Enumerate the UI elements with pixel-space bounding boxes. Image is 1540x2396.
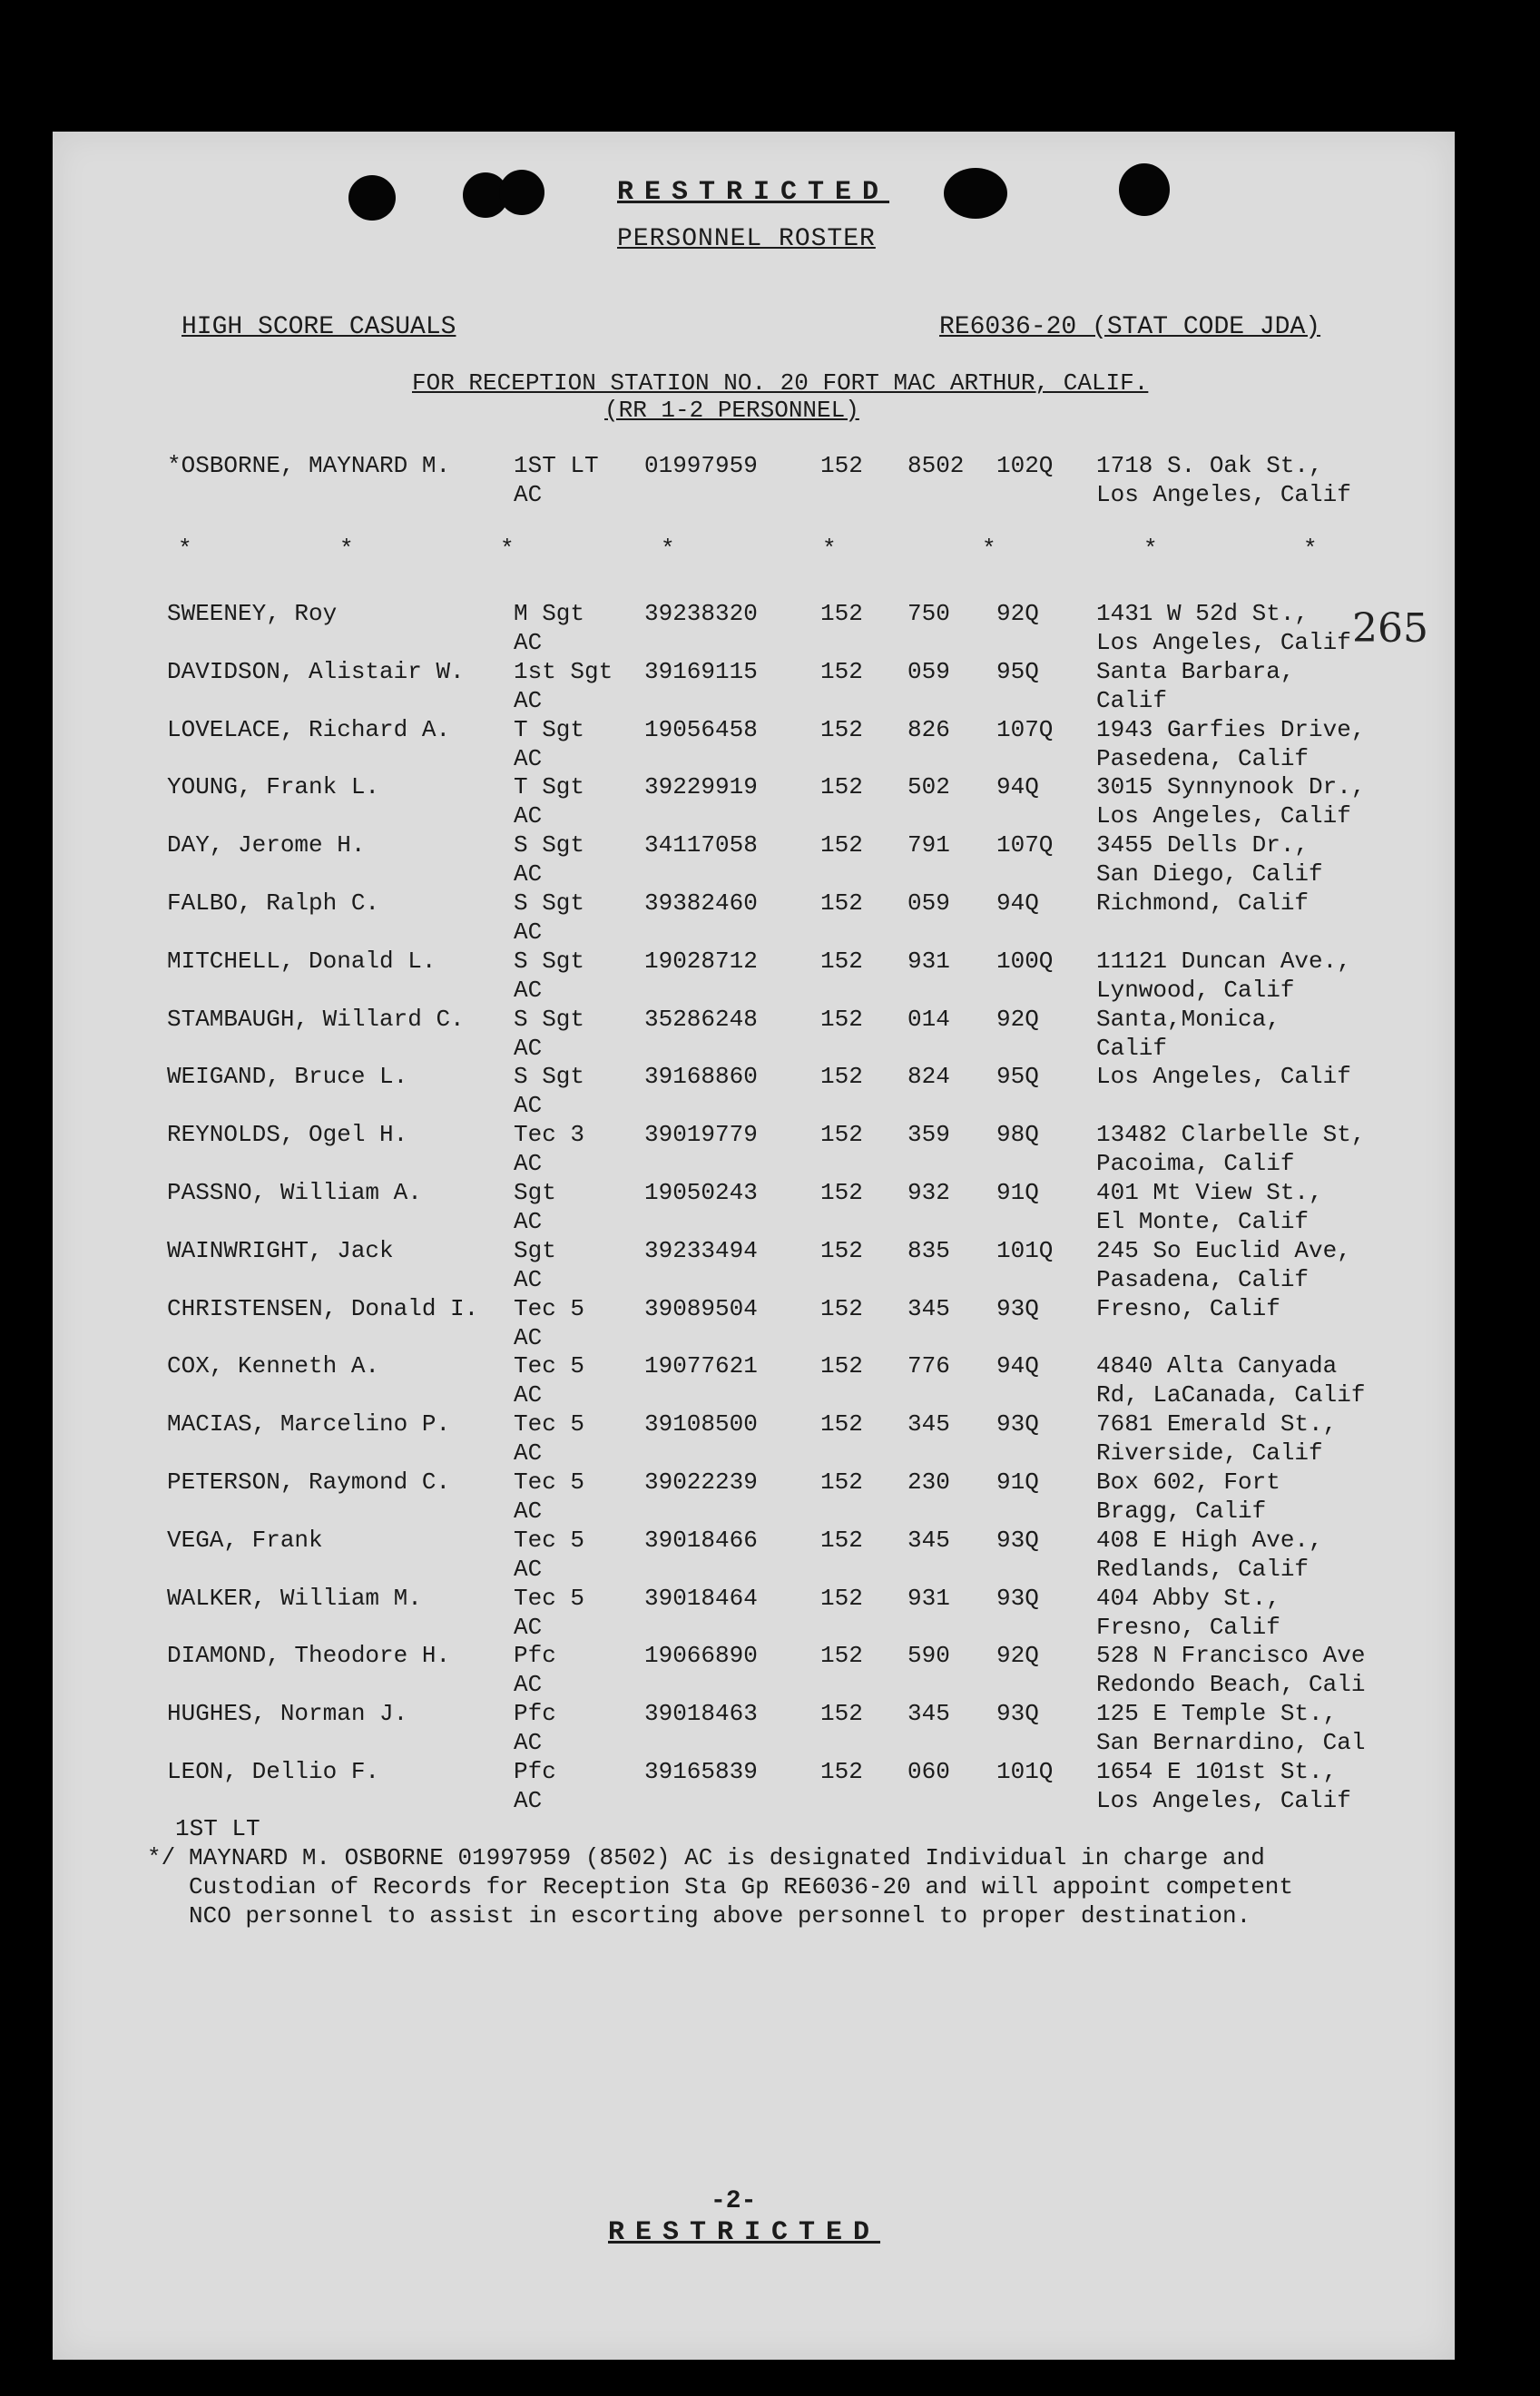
- address-line-1: 125 E Temple St.,: [1096, 1700, 1338, 1728]
- name: COX, Kenneth A.: [167, 1352, 380, 1380]
- rank: S Sgt: [514, 1063, 585, 1091]
- code-1: 152: [820, 657, 863, 685]
- separator-asterisk: *: [1303, 535, 1318, 563]
- address-line-2: San Bernardino, Cal: [1096, 1729, 1366, 1757]
- code-1: 152: [820, 889, 863, 917]
- name: HUGHES, Norman J.: [167, 1700, 408, 1728]
- rank: Tec 3: [514, 1121, 585, 1149]
- table-row: [53, 772, 1455, 830]
- code-3: 100Q: [996, 947, 1054, 975]
- address-line-1: Los Angeles, Calif: [1096, 1063, 1351, 1091]
- code-2: 824: [907, 1063, 950, 1091]
- branch: AC: [514, 802, 543, 830]
- rank: 1st Sgt: [514, 657, 613, 685]
- branch: AC: [514, 1439, 543, 1468]
- code-1: 152: [820, 1063, 863, 1091]
- branch: AC: [514, 1034, 543, 1062]
- name: DIAMOND, Theodore H.: [167, 1642, 451, 1670]
- address-line-1: Richmond, Calif: [1096, 889, 1309, 917]
- code-1: 152: [820, 1236, 863, 1264]
- code-3: 101Q: [996, 1236, 1054, 1264]
- address-line-2: Fresno, Calif: [1096, 1613, 1280, 1641]
- name: PETERSON, Raymond C.: [167, 1468, 451, 1496]
- page-number: -2-: [711, 2187, 757, 2215]
- address-line-2: Redondo Beach, Cali: [1096, 1671, 1366, 1699]
- serial-number: 34117058: [644, 831, 758, 859]
- name: WEIGAND, Bruce L.: [167, 1063, 408, 1091]
- serial-number: 39238320: [644, 600, 758, 627]
- address-line-2: Bragg, Calif: [1096, 1498, 1267, 1525]
- table-row: [53, 1526, 1455, 1584]
- serial-number: 39018464: [644, 1584, 758, 1612]
- serial-number: 19050243: [644, 1179, 758, 1206]
- separator-asterisk: *: [661, 535, 675, 563]
- address-line-1: 1431 W 52d St.,: [1096, 600, 1309, 627]
- rank: Sgt: [514, 1236, 556, 1264]
- serial-number: 39165839: [644, 1758, 758, 1785]
- name: DAVIDSON, Alistair W.: [167, 657, 465, 685]
- code-3: 95Q: [996, 657, 1039, 685]
- code-2: 932: [907, 1179, 950, 1206]
- code-1: 152: [820, 947, 863, 975]
- code-2: 345: [907, 1526, 950, 1554]
- branch: AC: [514, 1613, 543, 1641]
- table-row: [53, 1409, 1455, 1468]
- name: DAY, Jerome H.: [167, 831, 366, 859]
- punch-hole: [348, 175, 396, 221]
- station-heading: FOR RECEPTION STATION NO. 20 FORT MAC ARTHUR, CALIF.: [412, 369, 1149, 397]
- separator-asterisk: *: [1143, 535, 1158, 563]
- serial-number: 39018463: [644, 1700, 758, 1728]
- branch: AC: [514, 1729, 543, 1757]
- address-line-2: El Monte, Calif: [1096, 1208, 1309, 1235]
- rank: Tec 5: [514, 1526, 585, 1554]
- code-2: 826: [907, 715, 950, 743]
- serial-number: 39382460: [644, 889, 758, 917]
- branch: AC: [514, 860, 543, 889]
- code-2: 059: [907, 657, 950, 685]
- name: CHRISTENSEN, Donald I.: [167, 1294, 479, 1322]
- address-line-1: 245 So Euclid Ave,: [1096, 1236, 1351, 1264]
- rank: S Sgt: [514, 831, 585, 859]
- address-line-1: 528 N Francisco Ave: [1096, 1642, 1366, 1670]
- code-1: 152: [820, 1005, 863, 1033]
- code-3: 92Q: [996, 1642, 1039, 1670]
- table-row: [53, 830, 1455, 889]
- branch: AC: [514, 1323, 543, 1351]
- address-line-1: 408 E High Ave.,: [1096, 1526, 1323, 1554]
- separator-asterisk: *: [178, 535, 192, 563]
- table-row: [53, 1178, 1455, 1236]
- serial-number: 19077621: [644, 1352, 758, 1380]
- rank: Pfc: [514, 1700, 556, 1728]
- footnote-line-2: Custodian of Records for Reception Sta Gp RE6036-20 and will appoint competent: [189, 1873, 1293, 1900]
- serial-number: 39019779: [644, 1121, 758, 1149]
- address-line-1: Fresno, Calif: [1096, 1294, 1280, 1322]
- code-3: 98Q: [996, 1121, 1039, 1149]
- rank: Tec 5: [514, 1584, 585, 1612]
- serial-number: 01997959: [644, 452, 758, 479]
- table-row: [53, 1584, 1455, 1642]
- code-1: 152: [820, 715, 863, 743]
- separator-asterisk: *: [822, 535, 837, 563]
- code-3: 94Q: [996, 889, 1039, 917]
- code-1: 152: [820, 1121, 863, 1149]
- code-2: 8502: [907, 452, 965, 479]
- code-1: 152: [820, 1352, 863, 1380]
- footnote-rank: 1ST LT: [175, 1815, 260, 1842]
- table-row: [53, 947, 1455, 1005]
- address-line-1: Santa Barbara,: [1096, 657, 1295, 685]
- rank: T Sgt: [514, 773, 585, 801]
- code-2: 359: [907, 1121, 950, 1149]
- document-page: [53, 132, 1455, 2360]
- separator-asterisk: *: [982, 535, 996, 563]
- name: MACIAS, Marcelino P.: [167, 1410, 451, 1439]
- code-2: 345: [907, 1700, 950, 1728]
- serial-number: 19066890: [644, 1642, 758, 1670]
- address-line-2: Los Angeles, Calif: [1096, 629, 1351, 656]
- address-line-1: Box 602, Fort: [1096, 1468, 1280, 1496]
- code-2: 059: [907, 889, 950, 917]
- code-3: 93Q: [996, 1584, 1039, 1612]
- code-1: 152: [820, 1700, 863, 1728]
- name: FALBO, Ralph C.: [167, 889, 380, 917]
- code-3: 93Q: [996, 1700, 1039, 1728]
- address-line-2: San Diego, Calif: [1096, 860, 1323, 889]
- name: WAINWRIGHT, Jack: [167, 1236, 394, 1264]
- code-3: 94Q: [996, 1352, 1039, 1380]
- code-1: 152: [820, 1294, 863, 1322]
- address-line-2: Riverside, Calif: [1096, 1439, 1323, 1468]
- branch: AC: [514, 1498, 543, 1525]
- serial-number: 39089504: [644, 1294, 758, 1322]
- rank: Pfc: [514, 1758, 556, 1785]
- branch: AC: [514, 1265, 543, 1293]
- restricted-bottom: RESTRICTED: [608, 2217, 881, 2248]
- punch-hole: [499, 170, 544, 215]
- branch: AC: [514, 629, 543, 656]
- footnote-marker: */: [147, 1844, 176, 1871]
- address-line-2: Calif: [1096, 1034, 1168, 1062]
- code-2: 931: [907, 947, 950, 975]
- serial-number: 39108500: [644, 1410, 758, 1439]
- code-1: 152: [820, 773, 863, 801]
- branch: AC: [514, 481, 543, 508]
- code-2: 750: [907, 600, 950, 627]
- address-line-1: 404 Abby St.,: [1096, 1584, 1280, 1612]
- code-3: 91Q: [996, 1468, 1039, 1496]
- page-title: PERSONNEL ROSTER: [617, 225, 876, 253]
- code-1: 152: [820, 1758, 863, 1785]
- code-3: 93Q: [996, 1294, 1039, 1322]
- code-3: 107Q: [996, 715, 1054, 743]
- branch: AC: [514, 1150, 543, 1178]
- address-line-1: Santa,Monica,: [1096, 1005, 1280, 1033]
- footnote-line-3: NCO personnel to assist in escorting above personnel to proper destination.: [189, 1902, 1251, 1930]
- separator-asterisk: *: [500, 535, 515, 563]
- table-row: [53, 1005, 1455, 1063]
- code-1: 152: [820, 1584, 863, 1612]
- casual-group-label: HIGH SCORE CASUALS: [181, 313, 456, 341]
- code-1: 152: [820, 600, 863, 627]
- address-line-2: Rd, LaCanada, Calif: [1096, 1381, 1366, 1409]
- code-2: 931: [907, 1584, 950, 1612]
- name: VEGA, Frank: [167, 1526, 323, 1554]
- serial-number: 39229919: [644, 773, 758, 801]
- serial-number: 39018466: [644, 1526, 758, 1554]
- address-line-1: 13482 Clarbelle St,: [1096, 1121, 1366, 1149]
- rank: Tec 5: [514, 1468, 585, 1496]
- rank: T Sgt: [514, 715, 585, 743]
- serial-number: 39233494: [644, 1236, 758, 1264]
- name: *OSBORNE, MAYNARD M.: [167, 452, 451, 479]
- name: WALKER, William M.: [167, 1584, 422, 1612]
- marginal-page-number: 265: [1352, 605, 1428, 652]
- branch: AC: [514, 1092, 543, 1120]
- table-row: [53, 1468, 1455, 1526]
- address-line-2: Pacoima, Calif: [1096, 1150, 1295, 1178]
- name: REYNOLDS, Ogel H.: [167, 1121, 408, 1149]
- punch-hole: [944, 168, 1007, 219]
- address-line-2: Los Angeles, Calif: [1096, 1787, 1351, 1814]
- code-3: 107Q: [996, 831, 1054, 859]
- code-2: 791: [907, 831, 950, 859]
- table-row: [53, 1699, 1455, 1757]
- code-1: 152: [820, 1410, 863, 1439]
- address-line-2: Los Angeles, Calif: [1096, 802, 1351, 830]
- table-row: [53, 1294, 1455, 1352]
- address-line-1: 3455 Dells Dr.,: [1096, 831, 1309, 859]
- serial-number: 19028712: [644, 947, 758, 975]
- address-line-1: 1943 Garfies Drive,: [1096, 715, 1366, 743]
- address-line-1: 1654 E 101st St.,: [1096, 1758, 1338, 1785]
- branch: AC: [514, 686, 543, 714]
- serial-number: 39169115: [644, 657, 758, 685]
- serial-number: 19056458: [644, 715, 758, 743]
- name: MITCHELL, Donald L.: [167, 947, 436, 975]
- address-line-2: Calif: [1096, 686, 1168, 714]
- branch: AC: [514, 1555, 543, 1583]
- rank: Tec 5: [514, 1410, 585, 1439]
- code-3: 102Q: [996, 452, 1054, 479]
- address-line-1: 1718 S. Oak St.,: [1096, 452, 1323, 479]
- stat-code-label: RE6036-20 (STAT CODE JDA): [939, 313, 1321, 341]
- code-2: 014: [907, 1005, 950, 1033]
- address-line-1: 401 Mt View St.,: [1096, 1179, 1323, 1206]
- rank: Pfc: [514, 1642, 556, 1670]
- branch: AC: [514, 1381, 543, 1409]
- code-1: 152: [820, 1179, 863, 1206]
- code-3: 92Q: [996, 1005, 1039, 1033]
- name: SWEENEY, Roy: [167, 600, 338, 627]
- code-2: 835: [907, 1236, 950, 1264]
- code-1: 152: [820, 1468, 863, 1496]
- table-row: [53, 599, 1455, 657]
- address-line-1: 7681 Emerald St.,: [1096, 1410, 1338, 1439]
- restricted-top: RESTRICTED: [617, 177, 890, 208]
- table-row: [53, 1062, 1455, 1120]
- address-line-1: 4840 Alta Canyada: [1096, 1352, 1338, 1380]
- serial-number: 39168860: [644, 1063, 758, 1091]
- code-2: 345: [907, 1410, 950, 1439]
- name: PASSNO, William A.: [167, 1179, 422, 1206]
- rank: S Sgt: [514, 1005, 585, 1033]
- code-1: 152: [820, 831, 863, 859]
- address-line-1: 11121 Duncan Ave.,: [1096, 947, 1351, 975]
- code-3: 93Q: [996, 1526, 1039, 1554]
- table-row: [53, 1351, 1455, 1409]
- code-3: 92Q: [996, 600, 1039, 627]
- address-line-1: 3015 Synnynook Dr.,: [1096, 773, 1366, 801]
- rank: Tec 5: [514, 1294, 585, 1322]
- code-2: 230: [907, 1468, 950, 1496]
- name: YOUNG, Frank L.: [167, 773, 380, 801]
- footnote-line-1: MAYNARD M. OSBORNE 01997959 (8502) AC is designated Individual in charge and: [189, 1844, 1265, 1871]
- code-2: 590: [907, 1642, 950, 1670]
- branch: AC: [514, 1208, 543, 1235]
- code-2: 502: [907, 773, 950, 801]
- rank: Sgt: [514, 1179, 556, 1206]
- table-row: [53, 1757, 1455, 1815]
- table-row: [53, 1120, 1455, 1178]
- branch: AC: [514, 976, 543, 1004]
- rank: Tec 5: [514, 1352, 585, 1380]
- punch-hole: [1119, 163, 1170, 216]
- officer-row: [53, 451, 1455, 509]
- branch: AC: [514, 918, 543, 946]
- name: LEON, Dellio F.: [167, 1758, 380, 1785]
- code-3: 93Q: [996, 1410, 1039, 1439]
- code-3: 91Q: [996, 1179, 1039, 1206]
- code-1: 152: [820, 1642, 863, 1670]
- name: STAMBAUGH, Willard C.: [167, 1005, 465, 1033]
- separator-asterisk: *: [339, 535, 354, 563]
- address-line-2: Los Angeles, Calif: [1096, 481, 1351, 508]
- table-row: [53, 1641, 1455, 1699]
- table-row: [53, 657, 1455, 715]
- table-row: [53, 1236, 1455, 1294]
- station-subheading: (RR 1-2 PERSONNEL): [604, 397, 859, 424]
- code-2: 060: [907, 1758, 950, 1785]
- code-1: 152: [820, 452, 863, 479]
- address-line-2: Lynwood, Calif: [1096, 976, 1295, 1004]
- table-row: [53, 715, 1455, 773]
- table-row: [53, 889, 1455, 947]
- rank: M Sgt: [514, 600, 585, 627]
- branch: AC: [514, 744, 543, 772]
- code-3: 101Q: [996, 1758, 1054, 1785]
- code-2: 776: [907, 1352, 950, 1380]
- serial-number: 35286248: [644, 1005, 758, 1033]
- code-1: 152: [820, 1526, 863, 1554]
- rank: 1ST LT: [514, 452, 599, 479]
- rank: S Sgt: [514, 947, 585, 975]
- branch: AC: [514, 1787, 543, 1814]
- branch: AC: [514, 1671, 543, 1699]
- address-line-2: Redlands, Calif: [1096, 1555, 1309, 1583]
- code-3: 95Q: [996, 1063, 1039, 1091]
- address-line-2: Pasadena, Calif: [1096, 1265, 1309, 1293]
- code-2: 345: [907, 1294, 950, 1322]
- code-3: 94Q: [996, 773, 1039, 801]
- rank: S Sgt: [514, 889, 585, 917]
- address-line-2: Pasedena, Calif: [1096, 744, 1309, 772]
- serial-number: 39022239: [644, 1468, 758, 1496]
- name: LOVELACE, Richard A.: [167, 715, 451, 743]
